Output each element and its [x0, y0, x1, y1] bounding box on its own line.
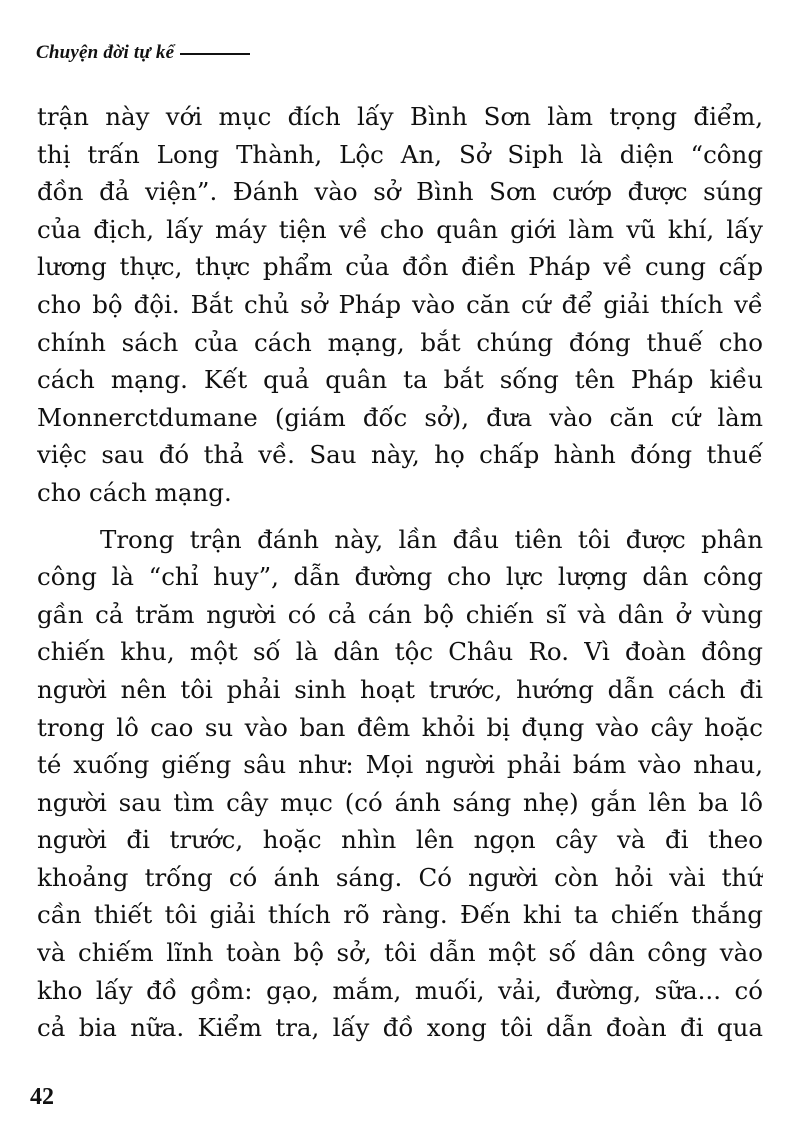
- text-line: kho lấy đồ gồm: gạo, mắm, muối, vải, đường, sữa... có: [37, 975, 763, 1005]
- text-line: cho bộ đội. Bắt chủ sở Pháp vào căn cứ để giải thích về: [37, 289, 763, 319]
- text-line: chiến khu, một số là dân tộc Châu Ro. Vì đoàn đông: [37, 637, 763, 667]
- text-line: thị trấn Long Thành, Lộc An, Sở Siph là diện “công: [37, 139, 763, 169]
- text-line: Monnerctdumane (giám đốc sở), đưa vào căn cứ làm: [37, 402, 763, 432]
- text-line: và chiếm lĩnh toàn bộ sở, tôi dẫn một số dân công vào: [37, 938, 763, 968]
- text-line: người đi trước, hoặc nhìn lên ngọn cây và đi theo: [37, 825, 763, 855]
- text-line: việc sau đó thả về. Sau này, họ chấp hành đóng thuế: [37, 440, 763, 470]
- text-line: đồn đả viện”. Đánh vào sở Bình Sơn cướp được súng: [37, 177, 763, 207]
- paragraph-2: [37, 521, 763, 1047]
- text-line: trong lô cao su vào ban đêm khỏi bị đụng vào cây hoặc: [37, 712, 763, 742]
- text-line: trận này với mục đích lấy Bình Sơn làm trọng điểm,: [37, 102, 763, 131]
- running-header-title: Chuyện đời tự kể: [36, 42, 175, 63]
- body-text: [37, 98, 763, 1047]
- paragraph-1: [37, 98, 763, 512]
- text-line: của địch, lấy máy tiện về cho quân giới làm vũ khí, lấy: [37, 214, 763, 244]
- page-number: 42: [30, 1084, 54, 1110]
- text-line: té xuống giếng sâu như: Mọi người phải bám vào nhau,: [37, 750, 763, 780]
- text-line: cần thiết tôi giải thích rõ ràng. Đến khi ta chiến thắng: [37, 900, 763, 930]
- text-line: người sau tìm cây mục (có ánh sáng nhẹ) gắn lên ba lô: [37, 787, 763, 817]
- text-line: Trong trận đánh này, lần đầu tiên tôi được phân: [100, 524, 763, 554]
- text-line: người nên tôi phải sinh hoạt trước, hướng dẫn cách đi: [37, 674, 763, 704]
- text-line: cách mạng. Kết quả quân ta bắt sống tên Pháp kiều: [37, 365, 763, 395]
- text-line: lương thực, thực phẩm của đồn điền Pháp về cung cấp: [37, 252, 763, 282]
- text-line: công là “chỉ huy”, dẫn đường cho lực lượng dân công: [37, 562, 763, 592]
- header-rule: [180, 53, 250, 55]
- text-line: cho cách mạng.: [37, 477, 232, 507]
- text-line: khoảng trống có ánh sáng. Có người còn hỏi vài thứ: [37, 862, 763, 892]
- text-line: cả bia nữa. Kiểm tra, lấy đồ xong tôi dẫn đoàn đi qua: [37, 1013, 763, 1043]
- running-header: [36, 42, 250, 64]
- text-line: gần cả trăm người có cả cán bộ chiến sĩ và dân ở vùng: [37, 599, 763, 629]
- text-line: chính sách của cách mạng, bắt chúng đóng thuế cho: [37, 327, 763, 357]
